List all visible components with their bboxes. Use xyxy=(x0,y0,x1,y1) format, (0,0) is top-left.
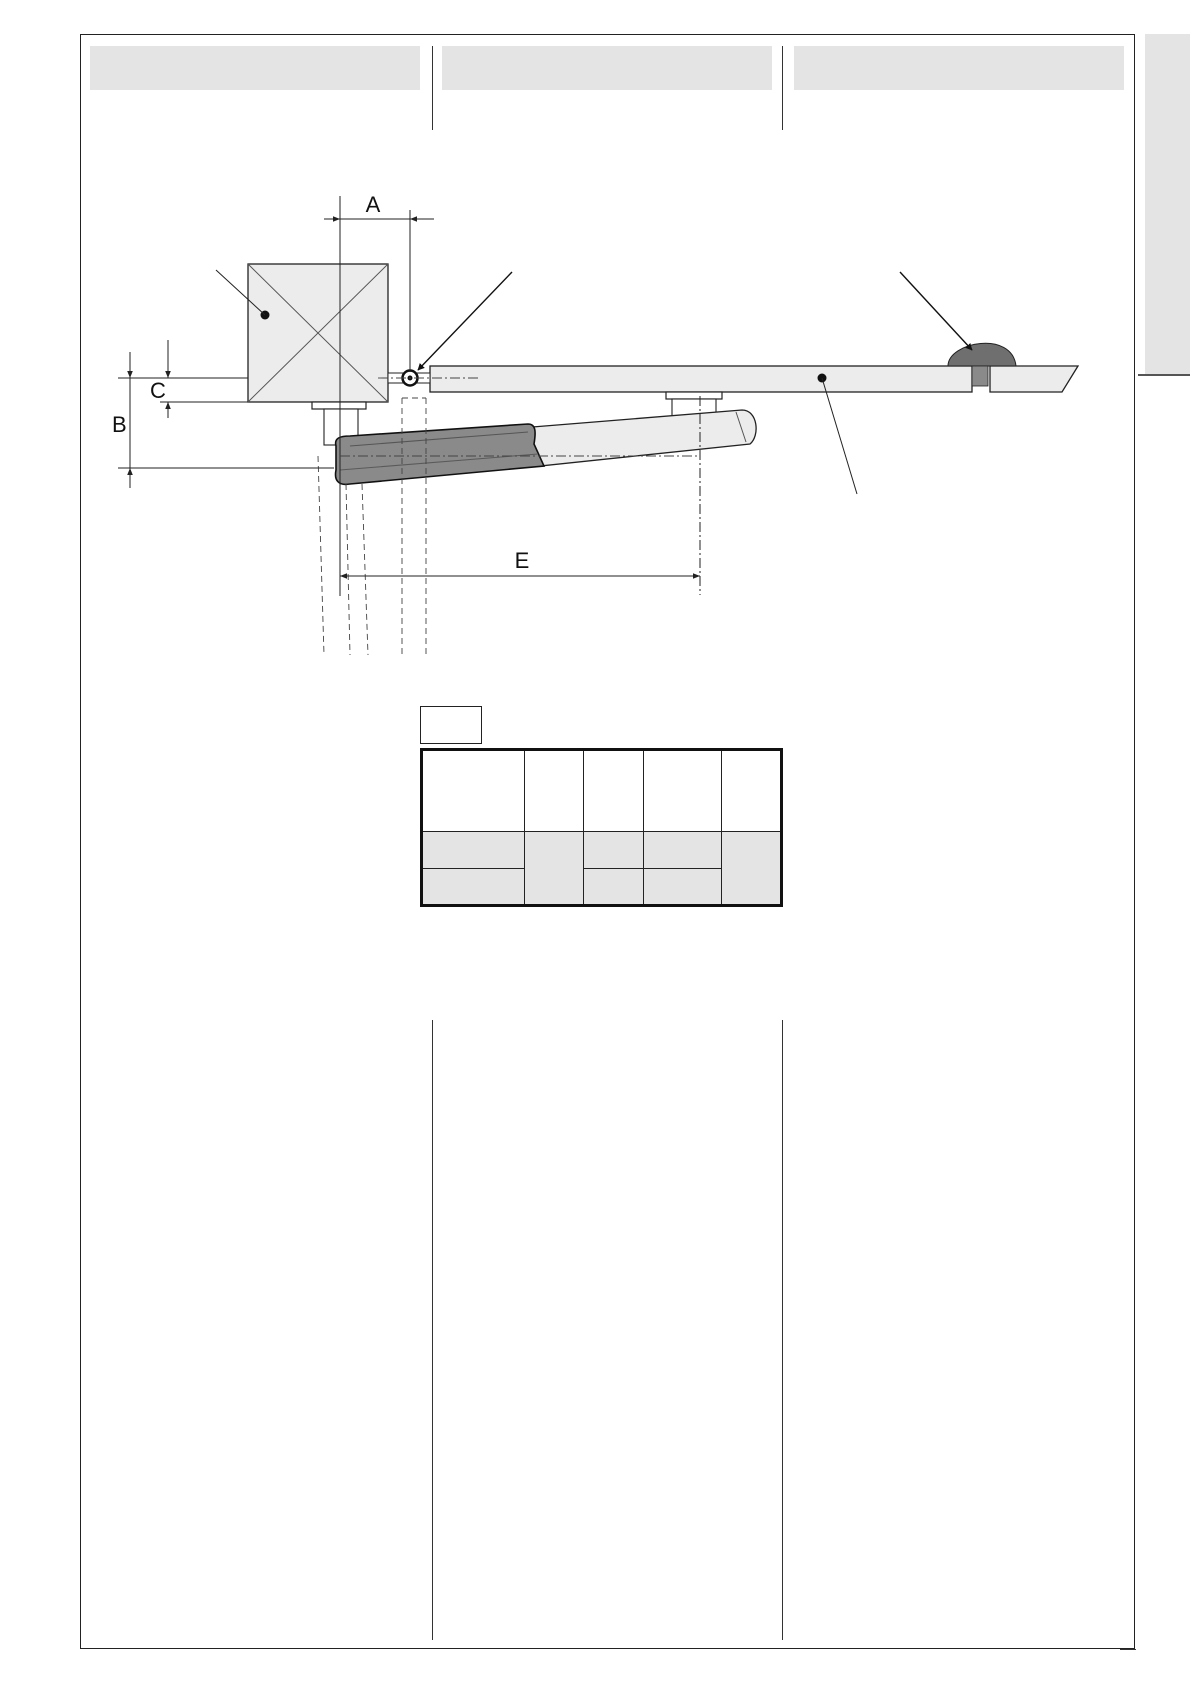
gate-leader-line xyxy=(822,378,857,494)
table-cell xyxy=(422,750,525,832)
table-cell xyxy=(525,750,584,832)
table-caption-box xyxy=(420,706,482,744)
table-cell xyxy=(584,869,644,906)
table-cell xyxy=(422,869,525,906)
table-cell xyxy=(644,832,722,869)
operator-rod xyxy=(520,410,756,466)
pillar xyxy=(248,264,388,402)
column-divider-bottom-2 xyxy=(782,1020,783,1640)
dimension-a-label: A xyxy=(365,192,381,217)
table-cell xyxy=(422,832,525,869)
hinge-leader-arrow xyxy=(418,272,512,370)
table-cell xyxy=(584,750,644,832)
table-cell xyxy=(722,832,782,906)
table-cell xyxy=(644,750,722,832)
gate-leaf xyxy=(430,366,972,392)
installation-diagram xyxy=(0,0,1190,700)
dimension-e-label: E xyxy=(514,548,530,573)
column-divider-bottom-1 xyxy=(432,1020,433,1640)
table-header-row xyxy=(422,750,782,832)
dimension-c-label: C xyxy=(150,378,166,403)
table-cell xyxy=(525,832,584,906)
table-cell xyxy=(644,869,722,906)
dimension-table xyxy=(420,748,783,907)
table-cell xyxy=(584,832,644,869)
table-row xyxy=(422,832,782,869)
table-cell xyxy=(722,750,782,832)
page-corner-tick xyxy=(1120,1649,1136,1650)
dimension-b-label: B xyxy=(112,412,127,437)
stop-leader-arrow xyxy=(900,272,972,350)
adjacent-leaf xyxy=(990,366,1078,392)
